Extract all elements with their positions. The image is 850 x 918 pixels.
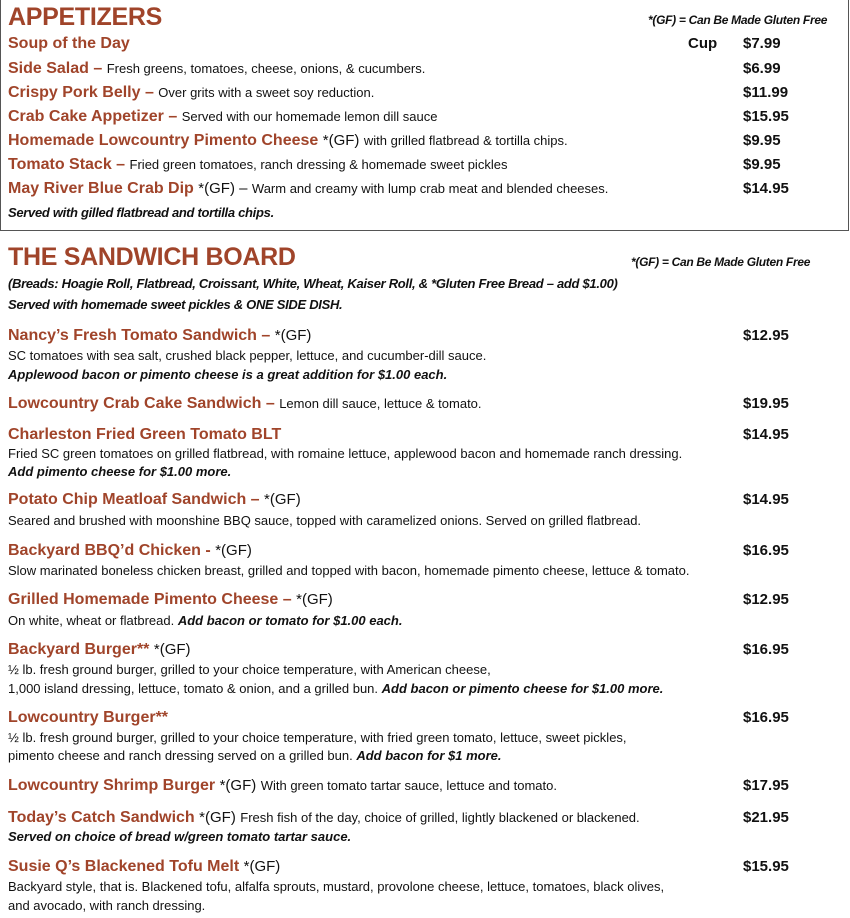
item-name: Lowcountry Burger** xyxy=(8,709,169,726)
item-description: With green tomato tartar sauce, lettuce and tomato. xyxy=(260,778,557,793)
item-addon-note: Add bacon or pimento cheese for $1.00 more. xyxy=(381,681,664,696)
breads-note: (Breads: Hoagie Roll, Flatbread, Croissant, White, Wheat, Kaiser Roll, & *Gluten Free Bread – add $1.00) xyxy=(8,276,618,291)
item-price: $21.95 xyxy=(743,809,789,826)
item-price: $9.95 xyxy=(743,156,781,173)
item-price: $16.95 xyxy=(743,709,789,726)
item-description: On white, wheat or flatbread. xyxy=(8,613,178,628)
item-description-line xyxy=(8,747,502,765)
item-description: ½ lb. fresh ground burger, grilled to your choice temperature, with American cheese, xyxy=(8,662,491,677)
item-name: May River Blue Crab Dip xyxy=(8,180,194,197)
item-name: Soup of the Day xyxy=(8,35,130,52)
menu-item-name xyxy=(8,107,438,127)
item-name: Lowcountry Shrimp Burger xyxy=(8,777,216,794)
menu-item-name xyxy=(8,34,130,54)
item-name: Backyard BBQ’d Chicken - xyxy=(8,542,211,559)
item-name: Homemade Lowcountry Pimento Cheese xyxy=(8,132,319,149)
appetizers-gf-note: *(GF) = Can Be Made Gluten Free xyxy=(648,13,828,27)
item-name: Crispy Pork Belly – xyxy=(8,84,154,101)
gluten-free-marker: *(GF) xyxy=(274,327,312,344)
item-price: $16.95 xyxy=(743,641,789,658)
item-price: $14.95 xyxy=(743,491,789,508)
menu-item-name xyxy=(8,155,507,175)
item-description-line xyxy=(8,463,231,481)
item-description-line xyxy=(8,445,682,463)
item-description-line xyxy=(8,366,447,384)
item-description: Warm and creamy with lump crab meat and blended cheeses. xyxy=(251,181,609,196)
item-name: Today’s Catch Sandwich xyxy=(8,809,195,826)
item-name: Grilled Homemade Pimento Cheese – xyxy=(8,591,292,608)
menu-item-name xyxy=(8,179,608,199)
item-price: $6.99 xyxy=(743,60,781,77)
gluten-free-marker: *(GF) xyxy=(296,591,333,608)
menu-item-name xyxy=(8,708,168,728)
item-description-line xyxy=(8,878,664,896)
item-name: Crab Cake Appetizer – xyxy=(8,108,178,125)
menu-item-name xyxy=(8,131,568,151)
item-addon-note: Add bacon for $1 more. xyxy=(356,748,502,763)
appetizers-footnote: Served with gilled flatbread and tortilla chips. xyxy=(8,205,274,220)
item-size: Cup xyxy=(688,35,718,52)
item-description-line xyxy=(8,897,205,915)
item-addon-note: Served on choice of bread w/green tomato tartar sauce. xyxy=(8,829,352,844)
item-name: Side Salad – xyxy=(8,60,103,77)
item-price: $11.99 xyxy=(743,84,789,101)
item-description: ½ lb. fresh ground burger, grilled to your choice temperature, with fried green tomato, lettuce, sweet pickles, xyxy=(8,730,627,745)
item-name: Nancy’s Fresh Tomato Sandwich – xyxy=(8,327,271,344)
item-name: Tomato Stack – xyxy=(8,156,126,173)
item-description-line xyxy=(8,612,402,630)
item-price: $9.95 xyxy=(743,132,781,149)
menu-item-name xyxy=(8,857,280,877)
menu-item-name xyxy=(8,326,311,346)
item-addon-note: Applewood bacon or pimento cheese is a great addition for $1.00 each. xyxy=(8,367,448,382)
item-description: Fresh greens, tomatoes, cheese, onions, & cucumbers. xyxy=(106,61,426,76)
item-name: Potato Chip Meatloaf Sandwich – xyxy=(8,491,260,508)
item-description-line xyxy=(8,828,351,846)
served-note: Served with homemade sweet pickles & ONE SIDE DISH. xyxy=(8,297,343,312)
item-addon-note: Add pimento cheese for $1.00 more. xyxy=(8,464,232,479)
item-description: pimento cheese and ranch dressing served on a grilled bun. xyxy=(8,748,357,763)
item-price: $15.95 xyxy=(743,108,789,125)
item-price: $17.95 xyxy=(743,777,789,794)
item-description-line xyxy=(8,729,627,747)
sandwiches-gf-note: *(GF) = Can Be Made Gluten Free xyxy=(631,255,811,269)
menu-item-name xyxy=(8,59,425,79)
menu-item-name xyxy=(8,808,640,828)
item-price: $15.95 xyxy=(743,858,789,875)
item-description-line xyxy=(8,661,491,679)
appetizers-title: APPETIZERS xyxy=(8,3,162,31)
item-description: Fresh fish of the day, choice of grilled, lightly blackened or blackened. xyxy=(240,810,640,825)
menu-item-name xyxy=(8,590,333,610)
gluten-free-marker: *(GF) xyxy=(322,132,360,149)
gluten-free-marker: *(GF) xyxy=(215,542,252,559)
item-price: $7.99 xyxy=(743,35,781,52)
item-description: and avocado, with ranch dressing. xyxy=(8,898,206,913)
item-description: Served with our homemade lemon dill sauce xyxy=(181,109,438,124)
item-addon-note: Add bacon or tomato for $1.00 each. xyxy=(177,613,403,628)
item-price: $14.95 xyxy=(743,180,789,197)
item-description: 1,000 island dressing, lettuce, tomato & onion, and a grilled bun. xyxy=(8,681,382,696)
gluten-free-marker: *(GF) xyxy=(219,777,257,794)
gluten-free-marker: *(GF) xyxy=(264,491,301,508)
menu-item-name xyxy=(8,490,301,510)
item-description: with grilled flatbread & tortilla chips. xyxy=(363,133,568,148)
menu-item-name xyxy=(8,425,281,445)
item-description: Fried green tomatoes, ranch dressing & homemade sweet pickles xyxy=(129,157,508,172)
gluten-free-marker: *(GF) xyxy=(153,641,191,658)
item-description: SC tomatoes with sea salt, crushed black pepper, lettuce, and cucumber-dill sauce. xyxy=(8,348,487,363)
item-description: Fried SC green tomatoes on grilled flatbread, with romaine lettuce, applewood bacon and homemade ranch dressing. xyxy=(8,446,683,461)
item-description-line xyxy=(8,680,663,698)
sandwiches-title: THE SANDWICH BOARD xyxy=(8,243,296,271)
item-price: $12.95 xyxy=(743,327,789,344)
item-price: $14.95 xyxy=(743,426,789,443)
item-description: Lemon dill sauce, lettuce & tomato. xyxy=(279,396,482,411)
gluten-free-marker: *(GF) – xyxy=(198,180,248,197)
menu-item-name xyxy=(8,394,482,414)
item-price: $12.95 xyxy=(743,591,789,608)
item-name: Charleston Fried Green Tomato BLT xyxy=(8,426,282,443)
menu-item-name xyxy=(8,541,252,561)
gluten-free-marker: *(GF) xyxy=(199,809,236,826)
item-price: $16.95 xyxy=(743,542,789,559)
item-description: Seared and brushed with moonshine BBQ sauce, topped with caramelized onions. Served on grilled flatbread. xyxy=(8,513,642,528)
menu-item-name xyxy=(8,640,191,660)
item-description: Slow marinated boneless chicken breast, grilled and topped with bacon, homemade pimento cheese, lettuce & tomato. xyxy=(8,563,690,578)
menu-item-name xyxy=(8,776,557,796)
item-description: Backyard style, that is. Blackened tofu, alfalfa sprouts, mustard, provolone cheese, lettuce, tomatoes, black olives, xyxy=(8,879,665,894)
item-description: Over grits with a sweet soy reduction. xyxy=(158,85,375,100)
menu-item-name xyxy=(8,83,374,103)
item-description-line xyxy=(8,512,641,530)
gluten-free-marker: *(GF) xyxy=(243,858,281,875)
item-description-line xyxy=(8,347,486,365)
item-description-line xyxy=(8,562,689,580)
item-name: Lowcountry Crab Cake Sandwich – xyxy=(8,395,275,412)
item-name: Backyard Burger** xyxy=(8,641,150,658)
item-price: $19.95 xyxy=(743,395,789,412)
item-name: Susie Q’s Blackened Tofu Melt xyxy=(8,858,240,875)
